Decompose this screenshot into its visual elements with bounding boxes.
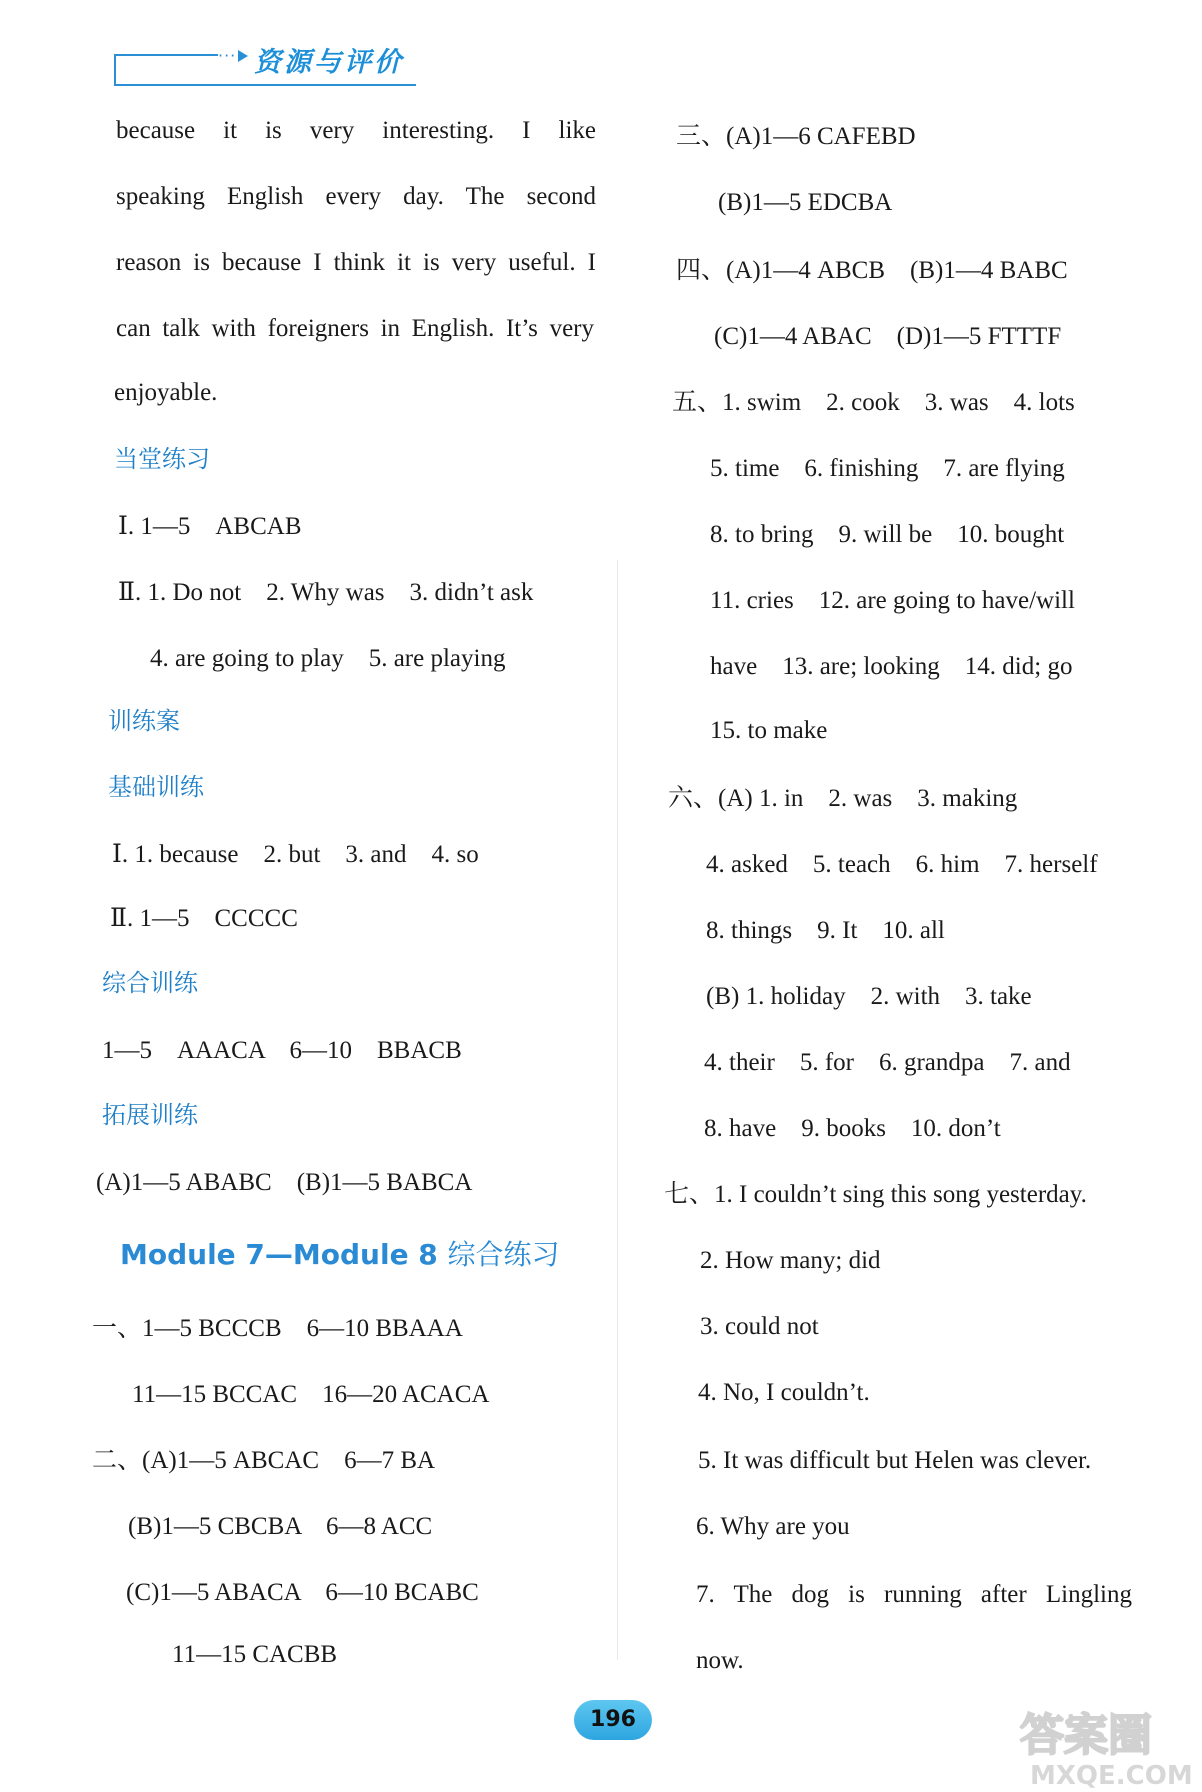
section-heading: 基础训练 [108, 773, 204, 801]
answer-line: 五、1. swim 2. cook 3. was 4. lots [672, 389, 1075, 416]
answer-line: 2. How many; did [700, 1247, 881, 1274]
watermark-url: MXQE.COM [1030, 1761, 1193, 1790]
answer-line: 6. Why are you [696, 1513, 850, 1540]
answer-line: 一、1—5 BCCCB 6—10 BBAAA [92, 1315, 463, 1342]
answer-line: Ⅱ. 1—5 CCCCC [110, 905, 298, 932]
section-heading: 综合训练 [102, 969, 198, 997]
answer-line: (A)1—5 ABABC (B)1—5 BABCA [96, 1169, 473, 1196]
answer-line: 8. things 9. It 10. all [706, 917, 945, 944]
essay-line: speaking English every day. The second [116, 183, 596, 210]
module-heading-cn: 综合练习 [447, 1238, 560, 1271]
page-number: 196 [574, 1700, 652, 1740]
section-heading: 拓展训练 [102, 1101, 198, 1129]
answer-line: Ⅰ. 1—5 ABCAB [118, 513, 302, 540]
essay-line: because it is very interesting. I like [116, 117, 596, 144]
answer-line: (B) 1. holiday 2. with 3. take [706, 983, 1032, 1010]
header-title: 资源与评价 [254, 47, 404, 78]
answer-line: (B)1—5 EDCBA [718, 189, 893, 216]
column-divider [617, 560, 618, 1660]
watermark-cn: 答案圈 [1020, 1710, 1152, 1761]
header-line [114, 54, 218, 56]
answer-line: 1—5 AAACA 6—10 BBACB [102, 1037, 462, 1064]
answer-line: 四、(A)1—4 ABCB (B)1—4 BABC [676, 257, 1068, 284]
answer-line: 二、(A)1—5 ABCAC 6—7 BA [92, 1447, 436, 1474]
essay-line: enjoyable. [114, 379, 218, 406]
answer-line: 4. are going to play 5. are playing [150, 645, 506, 672]
answer-line: 7. The dog is running after Lingling [696, 1581, 1132, 1608]
essay-line: can talk with foreigners in English. It’s very [116, 315, 594, 342]
answer-line: 11—15 BCCAC 16—20 ACACA [132, 1381, 490, 1408]
answer-line: (B)1—5 CBCBA 6—8 ACC [128, 1513, 433, 1540]
answer-line: (C)1—4 ABAC (D)1—5 FTTTF [714, 323, 1062, 350]
answer-line: Ⅰ. 1. because 2. but 3. and 4. so [112, 841, 479, 868]
essay-line: reason is because I think it is very useful. I [116, 249, 596, 276]
section-heading: 当堂练习 [114, 445, 210, 473]
answer-line: 4. No, I couldn’t. [698, 1379, 870, 1406]
answer-line: (C)1—5 ABACA 6—10 BCABC [126, 1579, 479, 1606]
answer-line: 4. their 5. for 6. grandpa 7. and [704, 1049, 1071, 1076]
answer-line: now. [696, 1647, 744, 1674]
answer-line: 11—15 CACBB [172, 1641, 338, 1668]
header-dots: ··· [218, 46, 237, 65]
answer-line: 15. to make [710, 717, 828, 744]
module-heading [120, 1240, 560, 1270]
answer-line: 5. It was difficult but Helen was clever. [698, 1447, 1092, 1474]
header-arrow-icon [238, 50, 248, 62]
section-heading: 训练案 [108, 707, 180, 735]
answer-line: 4. asked 5. teach 6. him 7. herself [706, 851, 1098, 878]
module-heading-en: Module 7—Module 8 [120, 1238, 438, 1271]
answer-line: 8. to bring 9. will be 10. bought [710, 521, 1065, 548]
answer-line: 三、(A)1—6 CAFEBD [676, 123, 916, 150]
answer-line: 5. time 6. finishing 7. are flying [710, 455, 1065, 482]
answer-line: 六、(A) 1. in 2. was 3. making [668, 785, 1018, 812]
watermark-logo [1016, 1700, 1196, 1790]
answer-line: 3. could not [700, 1313, 819, 1340]
answer-line: 七、1. I couldn’t sing this song yesterday. [664, 1181, 1087, 1208]
answer-line: 8. have 9. books 10. don’t [704, 1115, 1001, 1142]
answer-line: have 13. are; looking 14. did; go [710, 653, 1073, 680]
header-logo [114, 40, 424, 86]
answer-line: 11. cries 12. are going to have/will [710, 587, 1075, 614]
answer-line: Ⅱ. 1. Do not 2. Why was 3. didn’t ask [118, 579, 534, 606]
